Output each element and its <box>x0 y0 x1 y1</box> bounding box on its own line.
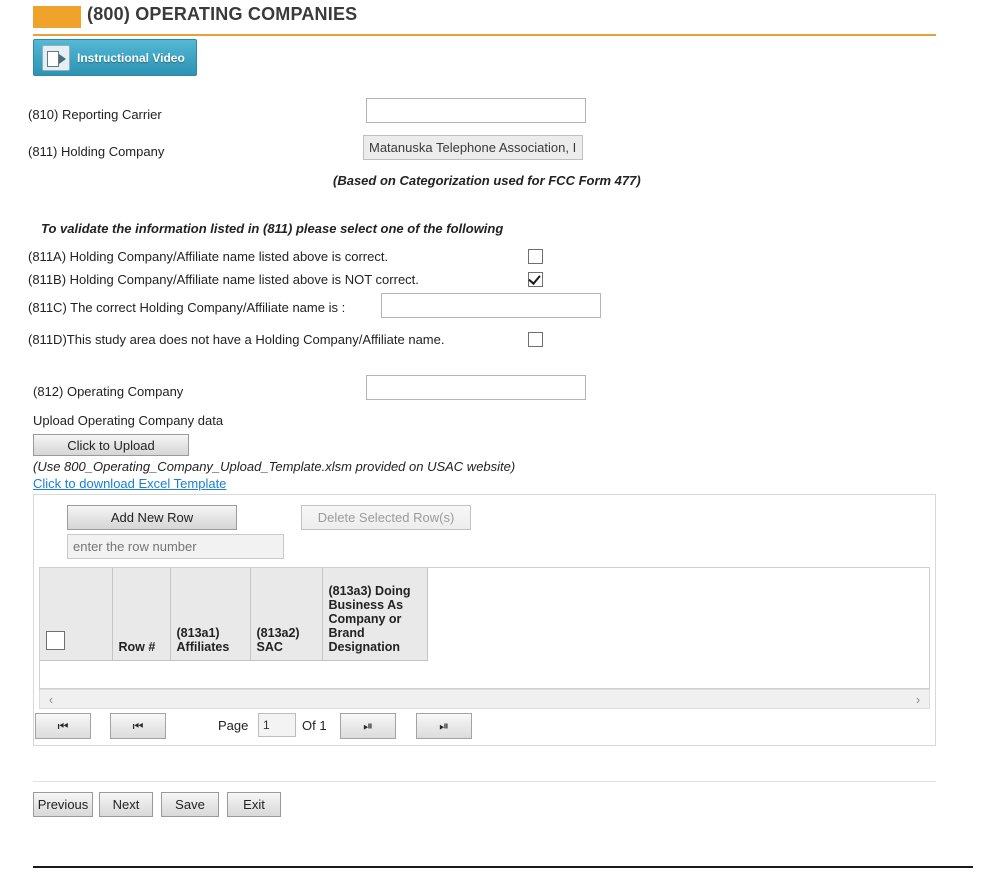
header-color-swatch <box>33 6 81 28</box>
column-header-sac[interactable]: (813a2) SAC <box>250 568 322 660</box>
instructional-video-button[interactable] <box>33 39 197 76</box>
select-all-header <box>40 568 112 660</box>
next-button[interactable]: Next <box>99 792 153 817</box>
operating-company-grid-panel <box>33 494 936 746</box>
next-page-button[interactable]: ⏯ <box>340 713 396 739</box>
page-label: Page <box>218 718 249 733</box>
first-page-button[interactable]: ⏮ <box>35 713 91 739</box>
download-excel-template-link[interactable]: Click to download Excel Template <box>33 476 227 491</box>
operating-company-table <box>40 568 428 661</box>
column-header-dba[interactable]: (813a3) Doing Business As Company or Brand Designation <box>322 568 427 660</box>
grid-toolbar <box>34 495 935 563</box>
page-number-input[interactable] <box>258 713 296 737</box>
option-811b-checkbox[interactable] <box>528 272 543 287</box>
option-811d-label: (811D)This study area does not have a Holding Company/Affiliate name. <box>28 332 445 347</box>
video-projector-icon <box>42 45 70 71</box>
delete-selected-rows-button: Delete Selected Row(s) <box>301 505 471 530</box>
footer-rule <box>33 866 973 868</box>
holding-company-label: (811) Holding Company <box>28 144 165 159</box>
option-811d-checkbox[interactable] <box>528 332 543 347</box>
column-header-affiliates[interactable]: (813a1) Affiliates <box>170 568 250 660</box>
footer-separator <box>33 781 936 782</box>
reporting-carrier-input[interactable] <box>366 98 586 123</box>
page-count-label: Of 1 <box>302 718 327 733</box>
click-to-upload-button[interactable]: Click to Upload <box>33 434 189 456</box>
previous-page-button[interactable]: ⏮ <box>110 713 166 739</box>
option-811b-label: (811B) Holding Company/Affiliate name listed above is NOT correct. <box>28 272 419 287</box>
add-new-row-button[interactable]: Add New Row <box>67 505 237 530</box>
horizontal-scrollbar[interactable] <box>39 689 930 709</box>
grid-table-wrap <box>39 567 930 689</box>
select-all-checkbox[interactable] <box>46 631 65 650</box>
column-header-row-number[interactable]: Row # <box>112 568 170 660</box>
save-button[interactable]: Save <box>161 792 219 817</box>
holding-company-input <box>363 135 583 160</box>
upload-label: Upload Operating Company data <box>33 413 224 428</box>
reporting-carrier-label: (810) Reporting Carrier <box>28 107 162 122</box>
operating-company-label: (812) Operating Company <box>33 384 184 399</box>
exit-button[interactable]: Exit <box>227 792 281 817</box>
previous-button[interactable]: Previous <box>33 792 93 817</box>
table-header-row <box>40 568 427 660</box>
grid-pager <box>34 711 935 746</box>
last-page-button[interactable]: ⏯ <box>416 713 472 739</box>
option-811a-checkbox[interactable] <box>528 249 543 264</box>
upload-template-note: (Use 800_Operating_Company_Upload_Template.xlsm provided on USAC website) <box>33 459 516 474</box>
option-811c-input[interactable] <box>381 293 601 318</box>
option-811c-label: (811C) The correct Holding Company/Affiliate name is : <box>28 300 346 315</box>
instructional-video-label: Instructional Video <box>77 50 185 65</box>
chevron-right-icon[interactable]: › <box>915 691 921 707</box>
categorization-note: (Based on Categorization used for FCC Form 477) <box>333 173 641 188</box>
validate-instruction: To validate the information listed in (811) please select one of the following <box>41 221 504 236</box>
chevron-left-icon[interactable]: ‹ <box>48 691 54 707</box>
page-title: (800) OPERATING COMPANIES <box>87 4 358 24</box>
operating-company-input[interactable] <box>366 375 586 400</box>
option-811a-label: (811A) Holding Company/Affiliate name listed above is correct. <box>28 249 389 264</box>
row-number-input[interactable] <box>67 534 284 559</box>
page-header <box>33 4 936 36</box>
